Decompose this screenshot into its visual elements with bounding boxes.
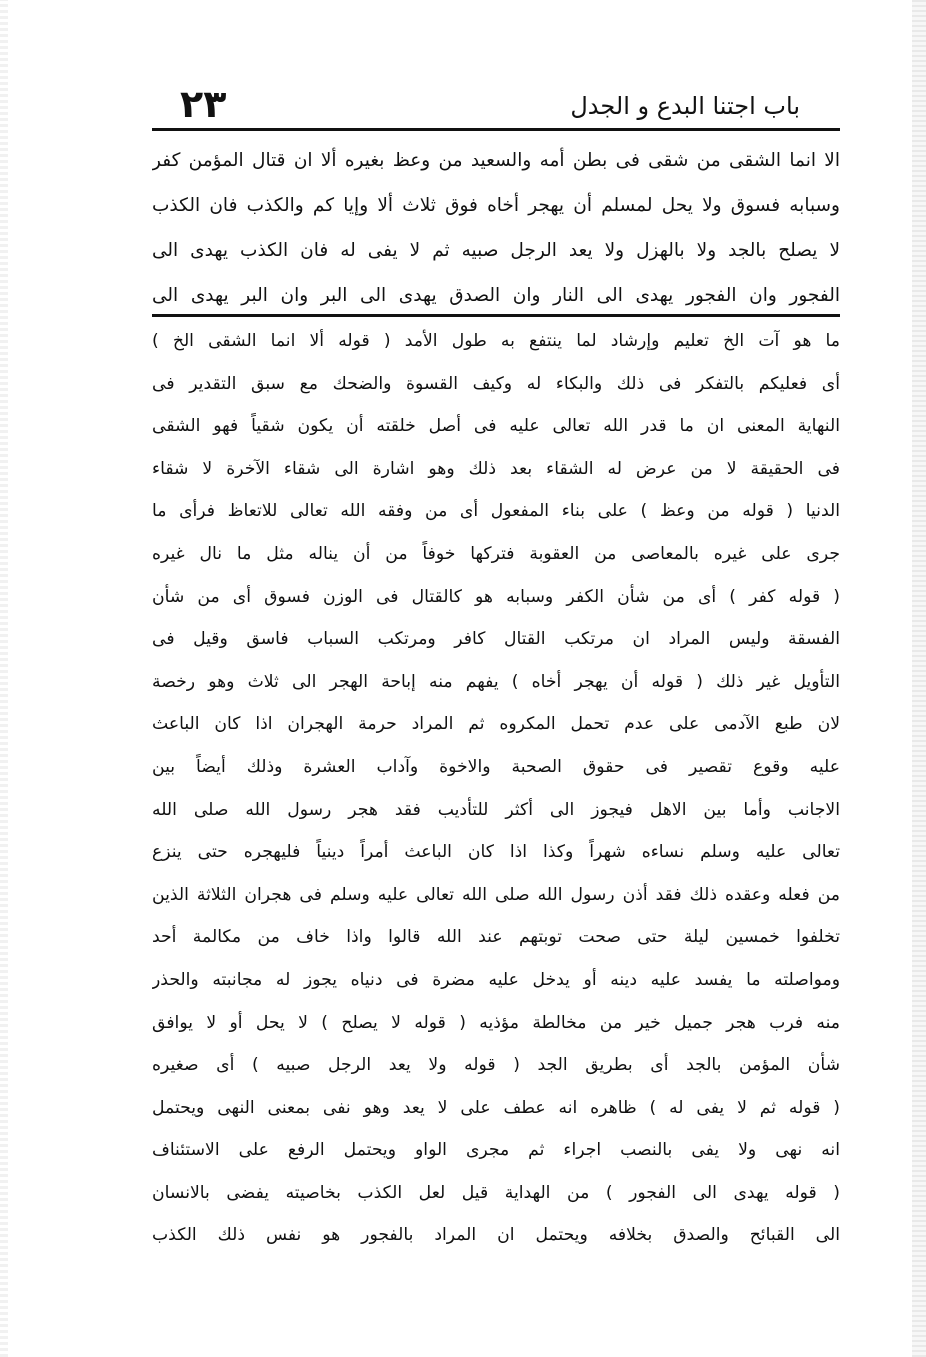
- commentary-line: ما هو آت الخ تعلیم وإرشاد لما ینتفع به طول الأمد ( قوله ألا انما الشقی الخ ): [152, 331, 840, 351]
- commentary-line: الی القبائح والصدق بخلافه ویحتمل ان المراد بالفجور هو نفس ذلك الکذب: [152, 1225, 840, 1246]
- commentary-line: النهایة المعنی ان ما قدر الله تعالی علیه فی أصل خلقته أن یکون شقیاً فهو الشقی: [152, 416, 840, 437]
- commentary-line: أی فعلیکم بالتفکر فی ذلك والبکاء له وکیف القسوة والضحك مع سبق التقدیر فی: [152, 373, 840, 394]
- scan-edge-shadow: [912, 0, 926, 1357]
- commentary-line: ومواصلته ما یفسد علیه دینه أو یدخل علیه مضرة فی دنیاه یجوز له مجانبته والحذر: [152, 969, 840, 990]
- commentary-line: الدنیا ( قوله من وعظ ) علی بناء المفعول أی من وفقه الله تعالی للاتعاظ فرأی ما: [152, 501, 840, 522]
- commentary-block: [152, 320, 840, 1257]
- commentary-line: ( قوله ثم لا یفی له ) ظاهره انه عطف علی لا یعد وهو نفی بمعنی النهی ویحتمل: [152, 1097, 840, 1118]
- commentary-line: الفسقة ولیس المراد ان مرتکب القتال کافر ومرتکب السباب فاسق وقیل فی: [152, 629, 840, 650]
- commentary-line: تعالی علیه وسلم نساءه شهراً وکذا اذا کان الباعث أمراً دینیاً فلیهجره حتی ینزع: [152, 842, 840, 863]
- commentary-line: الاجانب وأما بین الاهل فیجوز الی أکثر للتأدیب فقد هجر رسول الله صلی الله: [152, 799, 840, 820]
- header-rule: [152, 128, 840, 131]
- commentary-line: تخلفوا خمسین لیلة حتی صحت توبتهم عند الله قالوا واذا خاف من مکالمة أحد: [152, 927, 840, 948]
- main-text-line: لا یصلح بالجد ولا بالهزل ولا یعد الرجل صبیه ثم لا یفی له فان الکذب یهدی الی: [152, 240, 840, 261]
- commentary-line: من فعله وعقده ذلك فقد أذن رسول الله صلی الله تعالی علیه وسلم فی هجران الثلاثة الذین: [152, 884, 840, 905]
- main-text-line: الا انما الشقی من شقی فی بطن أمه والسعید من وعظ بغیره ألا ان قتال المؤمن کفر: [152, 150, 840, 171]
- commentary-line: انه نهی ولا یفی بالنصب اجراء ثم مجری الواو ویحتمل الرفع علی الاستئناف: [152, 1140, 840, 1161]
- section-divider-rule: [152, 314, 840, 317]
- scan-edge-left: [0, 0, 8, 1357]
- commentary-line: ( قوله کفر ) أی من شأن الکفر وسبابه هو کالقتال فی الوزن فسوق أی من شأن: [152, 586, 840, 607]
- running-title: باب اجتنا البدع و الجدل: [570, 92, 800, 120]
- commentary-line: شأن المؤمن بالجد أی بطریق الجد ( قوله ولا یعد الرجل صبیه ) أی صغیره: [152, 1055, 840, 1076]
- page-number: ٢٣: [180, 82, 227, 126]
- commentary-line: علیه وقوع تقصیر فی حقوق الصحبة والاخوة وآداب العشرة وذلك أیضاً بین: [152, 756, 840, 777]
- commentary-line: جری علی غیره بالمعاصی من العقوبة فترکها خوفاً من أن یناله مثل ما نال غیره: [152, 543, 840, 564]
- page-header: [150, 78, 840, 130]
- commentary-line: منه فرب هجر جمیل خیر من مخالطة مؤذیه ( قوله لا یصلح ) لا یحل أو لا یوافق: [152, 1012, 840, 1033]
- commentary-line: فی الحقیقة لا من عرض له الشقاء بعد ذلك وهو اشارة الی شقاء الآخرة لا شقاء: [152, 458, 840, 479]
- main-text-line: وسبابه فسوق ولا یحل لمسلم أن یهجر أخاه فوق ثلاث ألا وإیا کم والکذب فان الکذب: [152, 195, 840, 216]
- commentary-line: التأویل غیر ذلك ( قوله أن یهجر أخاه ) یفهم منه إباحة الهجر الی ثلاث وهو رخصة: [152, 671, 840, 692]
- commentary-line: ( قوله یهدی الی الفجور ) من الهدایة قیل لعل الکذب بخاصیته یفضی بالانسان: [152, 1182, 840, 1203]
- main-text-block: [152, 138, 840, 318]
- main-text-line: الفجور وان الفجور یهدی الی النار وان الصدق یهدی الی البر وان البر یهدی الی: [152, 285, 840, 306]
- commentary-line: لان طبع الآدمی علی عدم تحمل المکروه ثم المراد حرمة الهجران اذا کان الباعث: [152, 714, 840, 735]
